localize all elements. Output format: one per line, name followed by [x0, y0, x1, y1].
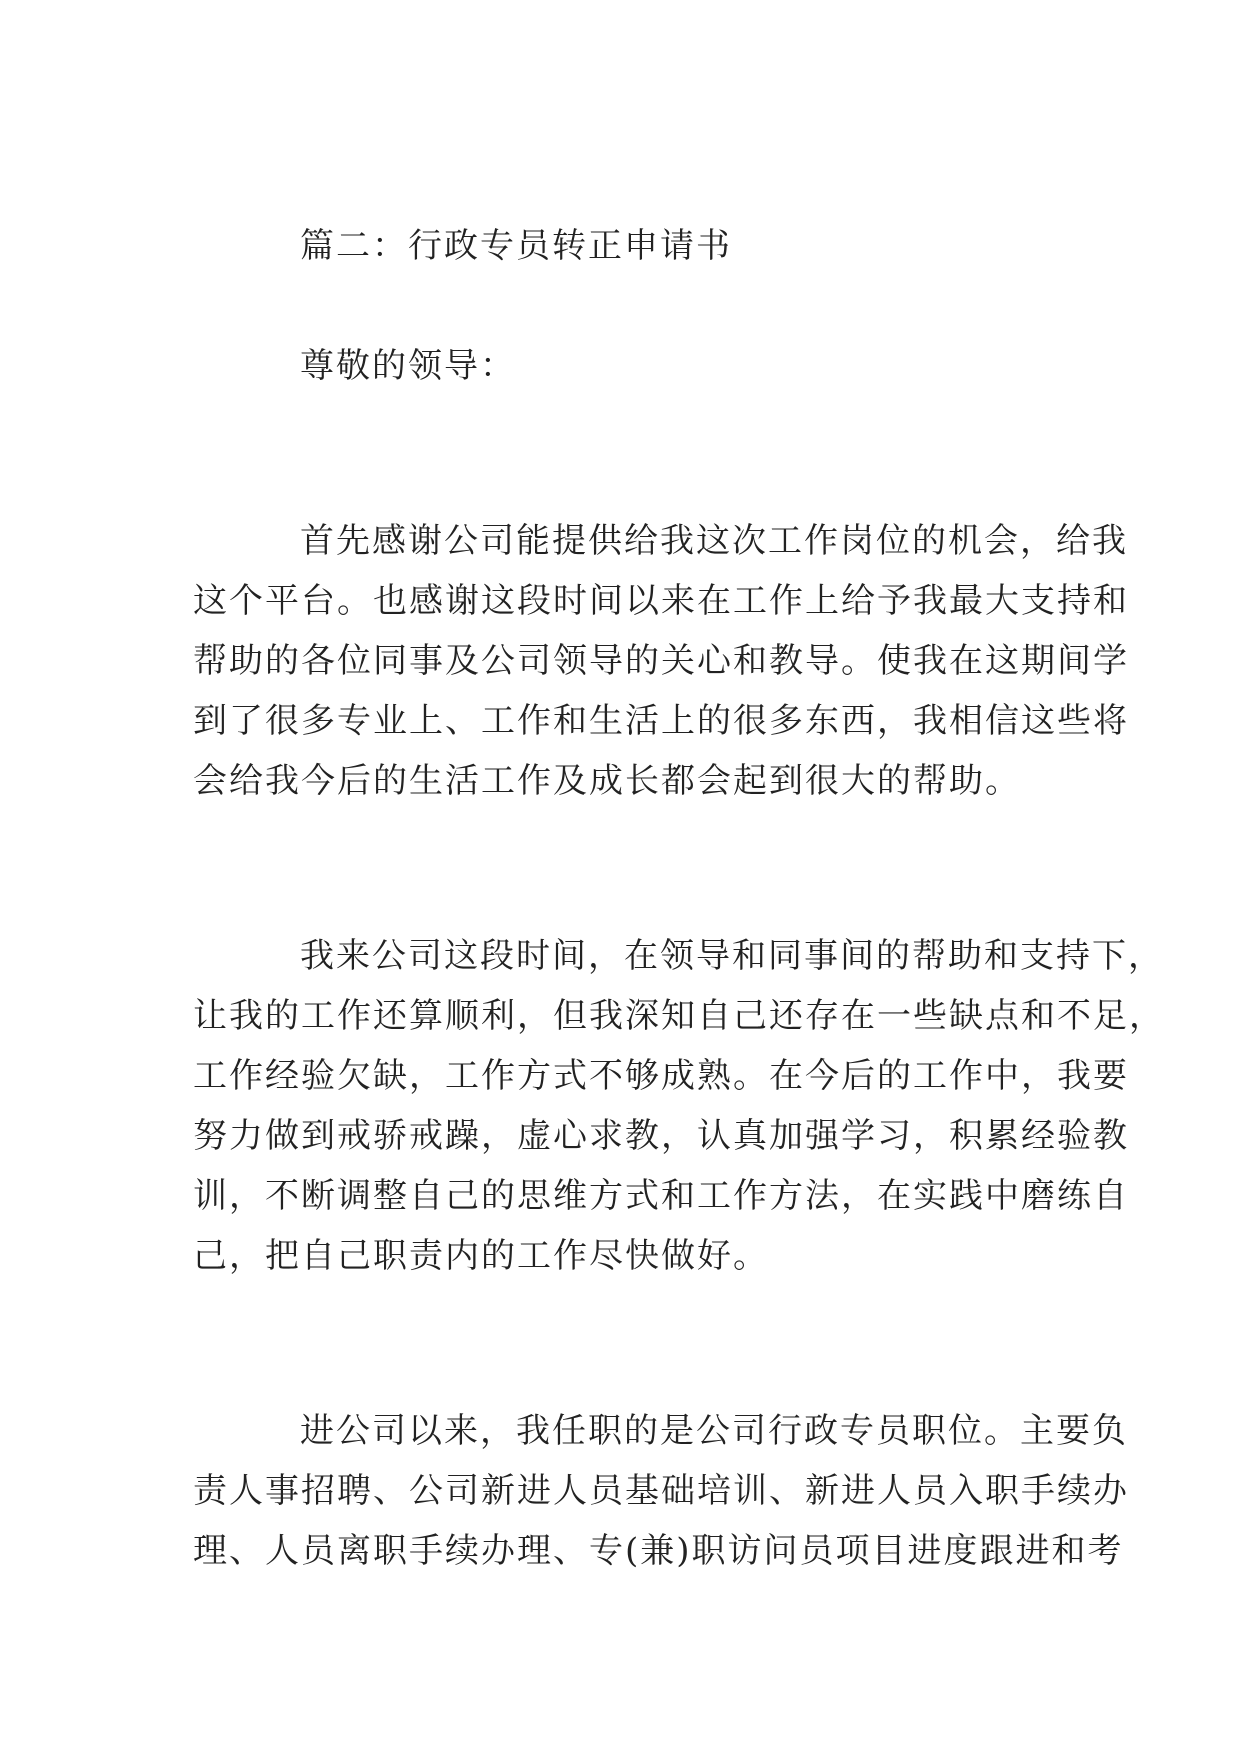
paragraph-line: 责人事招聘、公司新进人员基础培训、新进人员入职手续办 — [193, 1471, 1129, 1511]
paragraph-line: 首先感谢公司能提供给我这次工作岗位的机会，给我 — [300, 521, 1128, 561]
paragraph-line: 理、人员离职手续办理、专(兼)职访问员项目进度跟进和考 — [193, 1531, 1124, 1571]
salutation: 尊敬的领导： — [300, 346, 516, 386]
paragraph-line: 努力做到戒骄戒躁，虚心求教，认真加强学习，积累经验教 — [193, 1116, 1129, 1156]
paragraph-line: 训，不断调整自己的思维方式和工作方法，在实践中磨练自 — [193, 1176, 1129, 1216]
paragraph-line: 这个平台。也感谢这段时间以来在工作上给予我最大支持和 — [193, 581, 1129, 621]
document-title: 篇二：行政专员转正申请书 — [300, 226, 732, 266]
paragraph-line: 己，把自己职责内的工作尽快做好。 — [193, 1236, 769, 1276]
paragraph-line: 我来公司这段时间，在领导和同事间的帮助和支持下， — [300, 936, 1164, 976]
paragraph-line: 工作经验欠缺，工作方式不够成熟。在今后的工作中，我要 — [193, 1056, 1129, 1096]
paragraph-line: 帮助的各位同事及公司领导的关心和教导。使我在这期间学 — [193, 641, 1129, 681]
paragraph-line: 让我的工作还算顺利，但我深知自己还存在一些缺点和不足， — [193, 996, 1165, 1036]
paragraph-line: 到了很多专业上、工作和生活上的很多东西，我相信这些将 — [193, 701, 1129, 741]
paragraph-line: 会给我今后的生活工作及成长都会起到很大的帮助。 — [193, 761, 1021, 801]
paragraph-line: 进公司以来，我任职的是公司行政专员职位。主要负 — [300, 1411, 1128, 1451]
